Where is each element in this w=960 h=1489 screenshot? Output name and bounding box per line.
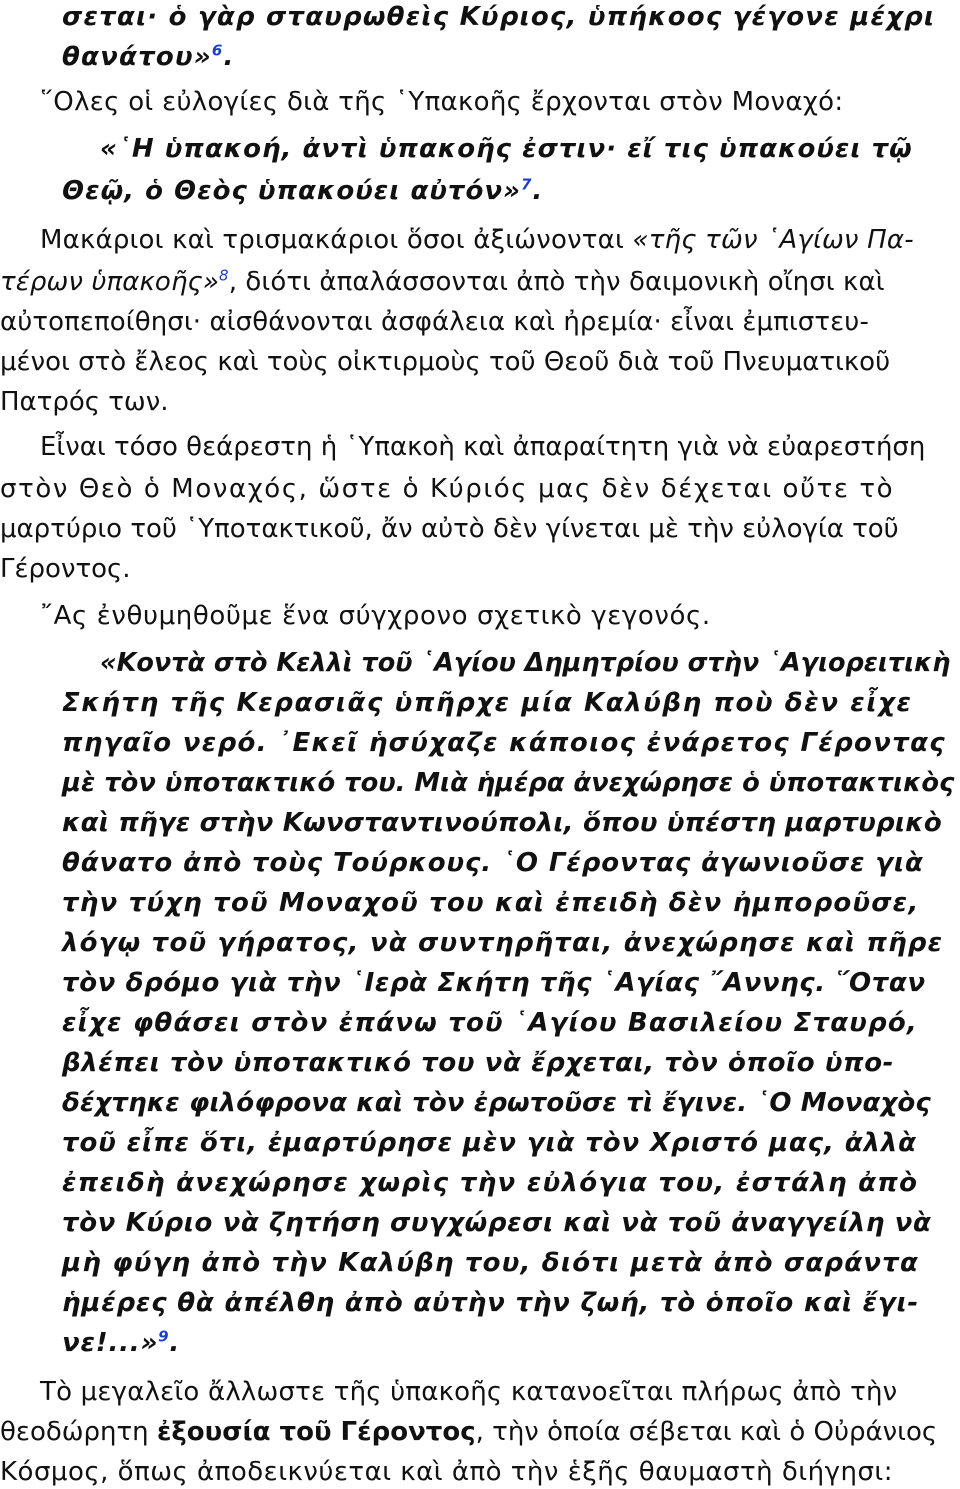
text-line: Θεῷ, ὁ Θεὸς ὑπακούει αὐτόν»$^7$.	[62, 175, 544, 206]
footnote-marker[interactable]: 7	[520, 175, 533, 194]
text-line: ῎Ας ἐνθυμηθοῦμε ἕνα σύγχρονο σχετικὸ γεγονός.	[40, 601, 711, 631]
text-line: «῾Η ὑπακοή, ἀντὶ ὑπακοῆς ἐστιν· εἴ τις ὑπακούει τῷ	[100, 134, 913, 164]
text-line: τὴν τύχη τοῦ Μοναχοῦ του καὶ ἐπειδὴ δὲν ἠμποροῦσε,	[62, 888, 920, 918]
footnote-marker[interactable]: 8	[219, 266, 229, 285]
text-line: «Κοντὰ στὸ Κελλὶ τοῦ ῾Αγίου Δημητρίου στὴν ῾Αγιορειτικὴ	[100, 648, 951, 678]
text-line: τὸν δρόμο γιὰ τὴν ῾Ιερὰ Σκήτη τῆς ῾Αγίας ῎Αννης. ῞Οταν	[62, 968, 926, 998]
text-line: ἐπειδὴ ἀνεχώρησε χωρὶς τὴν εὐλόγια του, ἐστάλη ἀπὸ	[62, 1168, 919, 1198]
text-line: δέχτηκε φιλόφρονα καὶ τὸν ἐρωτοῦσε τὶ ἔγινε. ῾Ο Μοναχὸς	[62, 1088, 931, 1118]
text-line: Πατρός των.	[0, 387, 169, 417]
text-line: τέρων ὑπακοῆς»$^8$, διότι ἀπαλάσσονται ἀπὸ τὴν δαιμονικὴ οἴησι καὶ	[0, 266, 885, 297]
text-line: θανάτου»$^6$.	[62, 41, 235, 72]
text-line: πηγαῖο νερό. ᾽Εκεῖ ἡσύχαζε κάποιος ἐνάρετος Γέροντας	[62, 728, 946, 758]
text-line: Τὸ μεγαλεῖο ἄλλωστε τῆς ὑπακοῆς κατανοεῖται πλήρως ἀπὸ τὴν	[40, 1377, 898, 1407]
footnote-marker[interactable]: 9	[158, 1327, 170, 1346]
text-line: μὲ τὸν ὑποτακτικό του. Μιὰ ἡμέρα ἀνεχώρησε ὁ ὑποτακτικὸς	[62, 768, 955, 798]
text-line: Κόσμος, ὅπως ἀποδεικνύεται καὶ ἀπὸ τὴν ἑξῆς θαυμαστὴ διήγησι:	[0, 1457, 893, 1487]
text-line: μένοι στὸ ἔλεος καὶ τοὺς οἰκτιρμοὺς τοῦ Θεοῦ διὰ τοῦ Πνευματικοῦ	[0, 347, 891, 377]
text-line: θάνατο ἀπὸ τοὺς Τούρκους. ῾Ο Γέροντας ἀγωνιοῦσε γιὰ	[62, 848, 924, 878]
text-line: Μακάριοι καὶ τρισμακάριοι ὅσοι ἀξιώνονται «τῆς τῶν ῾Αγίων Πα-	[40, 225, 914, 255]
text-line: θεοδώρητη ἐξουσία τοῦ Γέροντος, τὴν ὁποία σέβεται καὶ ὁ Οὐράνιος	[0, 1417, 938, 1447]
text-line: ἡμέρες θὰ ἀπέλθη ἀπὸ αὐτὴν τὴν ζωή, τὸ ὁποῖο καὶ ἔγι-	[62, 1288, 919, 1318]
text-line: σεται· ὁ γὰρ σταυρωθεὶς Κύριος, ὑπήκοος γέγονε μέχρι	[62, 2, 936, 32]
footnote-marker[interactable]: 6	[211, 41, 224, 60]
text-line: Γέροντος.	[0, 554, 131, 584]
text-line: αὐτοπεποίθησι· αἰσθάνονται ἀσφάλεια καὶ ἠρεμία· εἶναι ἐμπιστευ-	[0, 307, 869, 337]
text-line: τὸν Κύριο νὰ ζητήση συγχώρεσι καὶ νὰ τοῦ ἀναγγείλη νὰ	[62, 1208, 932, 1238]
text-line: νε!...»$^9$.	[62, 1327, 181, 1358]
text-line: λόγῳ τοῦ γήρατος, νὰ συντηρῆται, ἀνεχώρησε καὶ πῆρε	[62, 928, 944, 958]
text-line: εἶχε φθάσει στὸν ἐπάνω τοῦ ῾Αγίου Βασιλείου Σταυρό,	[62, 1008, 919, 1038]
text-line: καὶ πῆγε στὴν Κωνσταντινούπολι, ὅπου ὑπέστη μαρτυρικὸ	[62, 808, 942, 838]
text-line: Εἶναι τόσο θεάρεστη ἡ ῾Υπακοὴ καὶ ἀπαραίτητη γιὰ νὰ εὐαρεστήση	[40, 432, 926, 462]
text-line: βλέπει τὸν ὑποτακτικό του νὰ ἔρχεται, τὸν ὁποῖο ὑπο-	[62, 1048, 895, 1078]
bold-phrase: ἐξουσία τοῦ Γέροντος	[156, 1417, 476, 1447]
text-line: μὴ φύγη ἀπὸ τὴν Καλύβη του, διότι μετὰ ἀπὸ σαράντα	[62, 1248, 920, 1278]
text-line: στὸν Θεὸ ὁ Μοναχός, ὥστε ὁ Κύριός μας δὲν δέχεται οὔτε τὸ	[0, 474, 895, 504]
text-line: μαρτύριο τοῦ ῾Υποτακτικοῦ, ἄν αὐτὸ δὲν γίνεται μὲ τὴν εὐλογία τοῦ	[0, 514, 899, 544]
text-line: τοῦ εἶπε ὅτι, ἐμαρτύρησε μὲν γιὰ τὸν Χριστό μας, ἀλλὰ	[62, 1128, 917, 1158]
text-line: ῞Ολες οἱ εὐλογίες διὰ τῆς ῾Υπακοῆς ἔρχονται στὸν Μοναχό:	[40, 87, 844, 117]
text-line: Σκήτη τῆς Κερασιᾶς ὑπῆρχε μία Καλύβη ποὺ δὲν εἶχε	[62, 688, 913, 718]
